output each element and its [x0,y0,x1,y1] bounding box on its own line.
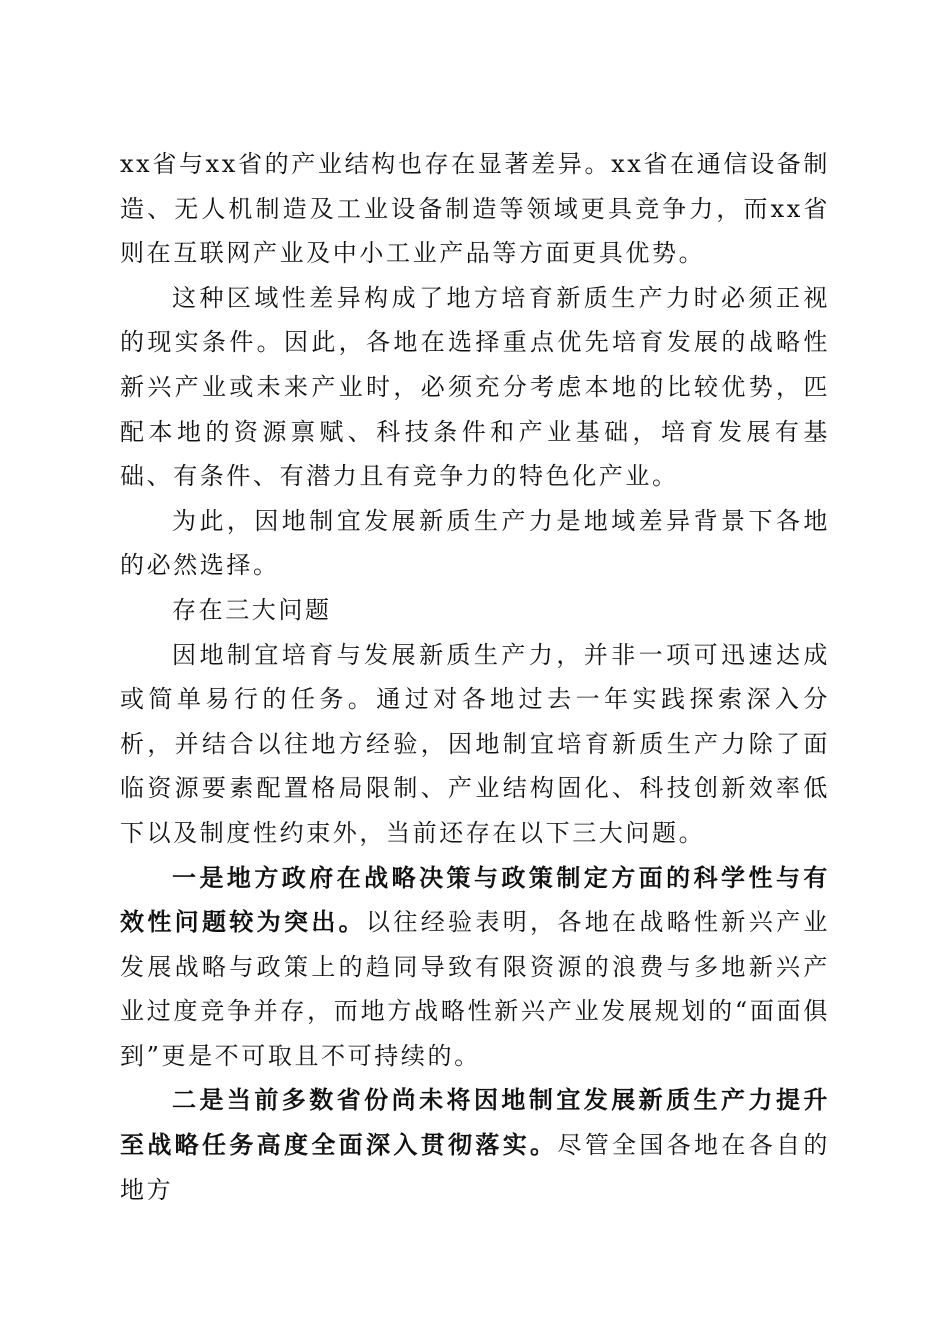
paragraph-5 [120,633,830,856]
paragraph-2-text: 这种区域性差异构成了地方培育新质生产力时必须正视的现实条件。因此，各地在选择重点优先培育发展的战略性新兴产业或未来产业时，必须充分考虑本地的比较优势，匹配本地的资源禀赋、科技条件和产业基础，培育发展有基础、有条件、有潜力且有竞争力的特色化产业。 [120,283,830,491]
section-heading [120,588,830,633]
paragraph-6-text: 以往经验表明，各地在战略性新兴产业发展战略与政策上的趋同导致有限资源的浪费与多地新兴产业过度竞争并存，而地方战略性新兴产业发展规划的“面面俱到”更是不可取且不可持续的。 [120,908,830,1070]
section-heading-text: 存在三大问题 [172,595,332,624]
paragraph-7 [120,1078,830,1212]
paragraph-1 [120,142,830,276]
paragraph-3 [120,499,830,588]
paragraph-1-text: xx省与xx省的产业结构也存在显著差异。xx省在通信设备制造、无人机制造及工业设备制造等领域更具竞争力，而xx省则在互联网产业及中小工业产品等方面更具优势。 [120,150,830,268]
paragraph-6-bold-lead: 一是地方政府在战略决策与政策制定方面的科学性与有效性问题较为突出。 [120,862,830,937]
paragraph-2 [120,276,830,499]
paragraph-5-text: 因地制宜培育与发展新质生产力，并非一项可迅速达成或简单易行的任务。通过对各地过去一年实践探索深入分析，并结合以往地方经验，因地制宜培育新质生产力除了面临资源要素配置格局限制、产业结构固化、科技创新效率低下以及制度性约束外，当前还存在以下三大问题。 [120,640,830,847]
paragraph-7-text: 尽管全国各地在各自的地方 [120,1131,830,1204]
document-body [120,142,830,1212]
paragraph-3-text: 为此，因地制宜发展新质生产力是地域差异背景下各地的必然选择。 [120,506,830,580]
paragraph-7-bold-lead: 二是当前多数省份尚未将因地制宜发展新质生产力提升至战略任务高度全面深入贯彻落实。 [120,1085,830,1160]
paragraph-6 [120,856,830,1079]
